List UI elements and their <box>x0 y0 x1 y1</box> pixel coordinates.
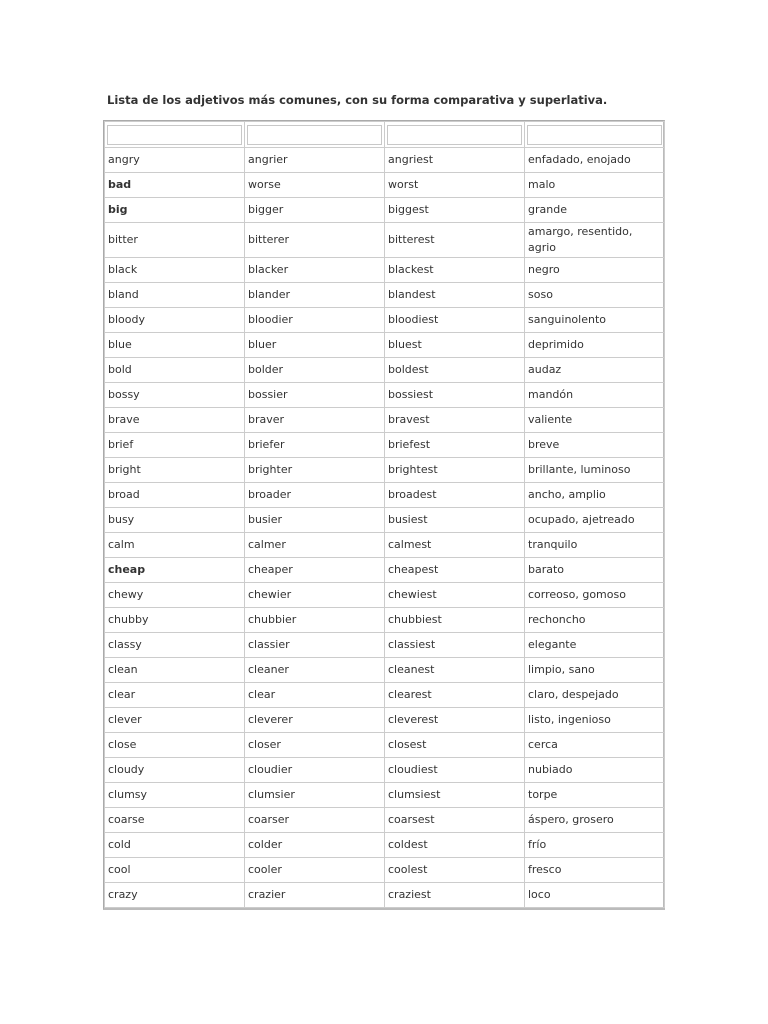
cell-spanish: amargo, resentido, agrio <box>525 223 665 258</box>
table-row <box>105 173 665 198</box>
cell-spanish: negro <box>525 258 665 283</box>
cell-spanish: correoso, gomoso <box>525 583 665 608</box>
cell-comparative: bolder <box>245 358 385 383</box>
header-cell-box <box>107 125 242 145</box>
cell-superlative: cleanest <box>385 658 525 683</box>
cell-spanish: rechoncho <box>525 608 665 633</box>
cell-superlative: closest <box>385 733 525 758</box>
cell-comparative: broader <box>245 483 385 508</box>
cell-adjective: chubby <box>105 608 245 633</box>
cell-comparative: bigger <box>245 198 385 223</box>
cell-spanish: áspero, grosero <box>525 808 665 833</box>
table-row <box>105 308 665 333</box>
cell-comparative: busier <box>245 508 385 533</box>
cell-spanish: barato <box>525 558 665 583</box>
cell-superlative: broadest <box>385 483 525 508</box>
cell-adjective: clean <box>105 658 245 683</box>
cell-comparative: brighter <box>245 458 385 483</box>
table-row <box>105 583 665 608</box>
cell-superlative: coarsest <box>385 808 525 833</box>
cell-comparative: worse <box>245 173 385 198</box>
header-cell-spanish <box>525 122 665 148</box>
table-row <box>105 558 665 583</box>
table-row <box>105 833 665 858</box>
cell-comparative: bloodier <box>245 308 385 333</box>
table-row <box>105 608 665 633</box>
cell-adjective: crazy <box>105 883 245 908</box>
cell-superlative: cleverest <box>385 708 525 733</box>
cell-superlative: briefest <box>385 433 525 458</box>
cell-spanish: breve <box>525 433 665 458</box>
cell-comparative: bitterer <box>245 223 385 258</box>
cell-spanish: deprimido <box>525 333 665 358</box>
cell-superlative: coolest <box>385 858 525 883</box>
cell-adjective: bad <box>105 173 245 198</box>
cell-adjective: bitter <box>105 223 245 258</box>
table-body <box>105 148 665 908</box>
cell-adjective: classy <box>105 633 245 658</box>
cell-superlative: cloudiest <box>385 758 525 783</box>
cell-spanish: valiente <box>525 408 665 433</box>
cell-superlative: cheapest <box>385 558 525 583</box>
adjectives-table <box>104 121 665 908</box>
cell-adjective: coarse <box>105 808 245 833</box>
table-row <box>105 458 665 483</box>
cell-comparative: cleaner <box>245 658 385 683</box>
cell-spanish: grande <box>525 198 665 223</box>
table-row <box>105 733 665 758</box>
cell-spanish: limpio, sano <box>525 658 665 683</box>
cell-comparative: bluer <box>245 333 385 358</box>
table-row <box>105 658 665 683</box>
table-header-row <box>105 122 665 148</box>
cell-superlative: brightest <box>385 458 525 483</box>
cell-superlative: bloodiest <box>385 308 525 333</box>
cell-adjective: cool <box>105 858 245 883</box>
cell-adjective: bossy <box>105 383 245 408</box>
cell-spanish: frío <box>525 833 665 858</box>
cell-comparative: calmer <box>245 533 385 558</box>
cell-adjective: clever <box>105 708 245 733</box>
cell-comparative: cheaper <box>245 558 385 583</box>
table-row <box>105 258 665 283</box>
cell-superlative: biggest <box>385 198 525 223</box>
cell-comparative: bossier <box>245 383 385 408</box>
table-row <box>105 758 665 783</box>
cell-spanish: tranquilo <box>525 533 665 558</box>
table-row <box>105 708 665 733</box>
table-row <box>105 333 665 358</box>
cell-spanish: nubiado <box>525 758 665 783</box>
table-row <box>105 283 665 308</box>
table-row <box>105 223 665 258</box>
cell-comparative: clumsier <box>245 783 385 808</box>
cell-superlative: clearest <box>385 683 525 708</box>
cell-adjective: black <box>105 258 245 283</box>
cell-superlative: coldest <box>385 833 525 858</box>
cell-superlative: blandest <box>385 283 525 308</box>
cell-adjective: bland <box>105 283 245 308</box>
cell-spanish: ocupado, ajetreado <box>525 508 665 533</box>
cell-superlative: bitterest <box>385 223 525 258</box>
cell-superlative: bravest <box>385 408 525 433</box>
cell-superlative: calmest <box>385 533 525 558</box>
cell-adjective: broad <box>105 483 245 508</box>
cell-adjective: angry <box>105 148 245 173</box>
cell-spanish: malo <box>525 173 665 198</box>
table-row <box>105 198 665 223</box>
cell-adjective: cheap <box>105 558 245 583</box>
cell-comparative: classier <box>245 633 385 658</box>
cell-spanish: cerca <box>525 733 665 758</box>
table-row <box>105 408 665 433</box>
cell-comparative: chewier <box>245 583 385 608</box>
cell-comparative: coarser <box>245 808 385 833</box>
cell-adjective: clear <box>105 683 245 708</box>
cell-adjective: close <box>105 733 245 758</box>
table-row <box>105 533 665 558</box>
cell-spanish: elegante <box>525 633 665 658</box>
cell-superlative: blackest <box>385 258 525 283</box>
cell-comparative: crazier <box>245 883 385 908</box>
cell-adjective: chewy <box>105 583 245 608</box>
cell-spanish: torpe <box>525 783 665 808</box>
cell-adjective: calm <box>105 533 245 558</box>
table-row <box>105 808 665 833</box>
cell-superlative: angriest <box>385 148 525 173</box>
table-row <box>105 883 665 908</box>
cell-superlative: bluest <box>385 333 525 358</box>
cell-adjective: bright <box>105 458 245 483</box>
cell-spanish: enfadado, enojado <box>525 148 665 173</box>
cell-spanish: loco <box>525 883 665 908</box>
cell-superlative: classiest <box>385 633 525 658</box>
adjectives-table-container <box>103 120 665 910</box>
cell-comparative: cloudier <box>245 758 385 783</box>
cell-comparative: angrier <box>245 148 385 173</box>
cell-spanish: listo, ingenioso <box>525 708 665 733</box>
header-cell-superlative <box>385 122 525 148</box>
table-row <box>105 858 665 883</box>
cell-comparative: blacker <box>245 258 385 283</box>
header-cell-adjective <box>105 122 245 148</box>
table-row <box>105 483 665 508</box>
cell-comparative: cooler <box>245 858 385 883</box>
cell-adjective: big <box>105 198 245 223</box>
cell-adjective: busy <box>105 508 245 533</box>
table-row <box>105 433 665 458</box>
document-title: Lista de los adjetivos más comunes, con su forma comparativa y superlativa. <box>107 93 608 107</box>
cell-comparative: colder <box>245 833 385 858</box>
cell-spanish: audaz <box>525 358 665 383</box>
cell-spanish: claro, despejado <box>525 683 665 708</box>
cell-adjective: blue <box>105 333 245 358</box>
table-row <box>105 148 665 173</box>
cell-comparative: chubbier <box>245 608 385 633</box>
cell-superlative: clumsiest <box>385 783 525 808</box>
cell-superlative: chubbiest <box>385 608 525 633</box>
cell-superlative: craziest <box>385 883 525 908</box>
cell-spanish: soso <box>525 283 665 308</box>
cell-superlative: busiest <box>385 508 525 533</box>
cell-adjective: clumsy <box>105 783 245 808</box>
cell-spanish: mandón <box>525 383 665 408</box>
cell-comparative: blander <box>245 283 385 308</box>
header-cell-comparative <box>245 122 385 148</box>
table-row <box>105 358 665 383</box>
header-cell-box <box>527 125 662 145</box>
header-cell-box <box>387 125 522 145</box>
header-cell-box <box>247 125 382 145</box>
cell-superlative: chewiest <box>385 583 525 608</box>
cell-comparative: cleverer <box>245 708 385 733</box>
cell-spanish: fresco <box>525 858 665 883</box>
cell-spanish: brillante, luminoso <box>525 458 665 483</box>
cell-comparative: clear <box>245 683 385 708</box>
cell-adjective: cloudy <box>105 758 245 783</box>
cell-adjective: bloody <box>105 308 245 333</box>
table-row <box>105 683 665 708</box>
cell-comparative: closer <box>245 733 385 758</box>
table-row <box>105 508 665 533</box>
cell-adjective: bold <box>105 358 245 383</box>
cell-adjective: brief <box>105 433 245 458</box>
cell-superlative: bossiest <box>385 383 525 408</box>
cell-adjective: brave <box>105 408 245 433</box>
cell-superlative: boldest <box>385 358 525 383</box>
cell-spanish: sanguinolento <box>525 308 665 333</box>
cell-superlative: worst <box>385 173 525 198</box>
table-row <box>105 633 665 658</box>
cell-comparative: briefer <box>245 433 385 458</box>
cell-adjective: cold <box>105 833 245 858</box>
cell-comparative: braver <box>245 408 385 433</box>
table-row <box>105 783 665 808</box>
table-row <box>105 383 665 408</box>
cell-spanish: ancho, amplio <box>525 483 665 508</box>
